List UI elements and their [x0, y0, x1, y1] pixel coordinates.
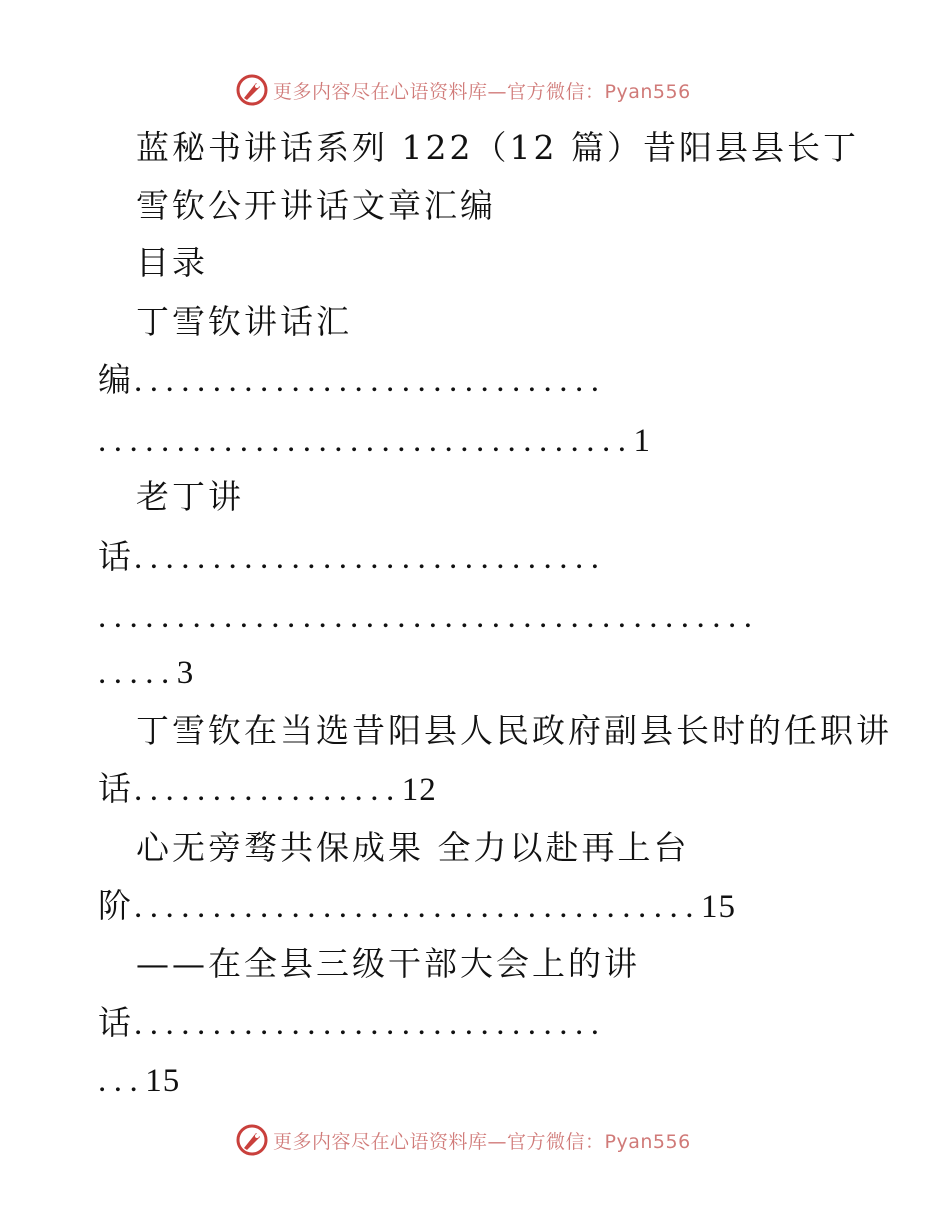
toc-entry-line	[98, 420, 651, 460]
toc-entry-line	[98, 652, 194, 692]
toc-entry-line	[98, 596, 760, 636]
pen-logo-icon	[235, 1123, 269, 1157]
pen-logo-icon	[235, 73, 269, 107]
toc-leader-dots: ..........................................	[98, 599, 760, 635]
toc-leader-dots: .................	[134, 772, 402, 808]
toc-entry-title: 丁雪钦讲话汇	[136, 302, 352, 341]
watermark-footer	[0, 1120, 950, 1160]
toc-heading: 目录	[136, 243, 208, 282]
toc-leader-dots: ....................................	[134, 889, 701, 925]
toc-entry-title: 丁雪钦在当选昔阳县人民政府副县长时的任职讲	[136, 711, 892, 750]
toc-page-number: 15	[701, 889, 736, 925]
document-title-line-1: 蓝秘书讲话系列 122（12 篇）昔阳县县长丁	[136, 128, 859, 167]
toc-entry-line	[98, 360, 607, 400]
document-title-line-2: 雪钦公开讲话文章汇编	[136, 186, 496, 225]
watermark-text: 更多内容尽在心语资料库—官方微信：Pyan556	[273, 80, 691, 103]
toc-entry-title: ——在全县三级干部大会上的讲	[136, 944, 640, 983]
toc-leader-dots: ..............................	[134, 1006, 607, 1042]
watermark-header	[0, 70, 950, 110]
toc-entry-line	[98, 769, 437, 809]
watermark-text: 更多内容尽在心语资料库—官方微信：Pyan556	[273, 1130, 691, 1153]
toc-entry-tail: 阶	[98, 886, 134, 925]
toc-entry-line	[98, 886, 736, 926]
toc-page-number: 3	[176, 655, 195, 691]
toc-leader-dots: .....	[98, 655, 177, 691]
toc-entry-title: 心无旁骛共保成果 全力以赴再上台	[136, 828, 690, 867]
toc-entry-tail: 话	[98, 537, 134, 576]
toc-entry-tail: 编	[98, 360, 134, 399]
toc-entry-line	[98, 1060, 180, 1100]
toc-page-number: 12	[401, 772, 437, 808]
toc-entry-tail: 话	[98, 1003, 134, 1042]
toc-entry-line	[98, 537, 607, 577]
toc-leader-dots: ..................................	[98, 423, 634, 459]
toc-entry-tail: 话	[98, 769, 134, 808]
toc-leader-dots: ..............................	[134, 540, 607, 576]
toc-page-number: 1	[633, 423, 651, 459]
toc-leader-dots: ...	[98, 1063, 146, 1099]
toc-leader-dots: ..............................	[134, 363, 607, 399]
toc-entry-line	[98, 1003, 607, 1043]
toc-entry-title: 老丁讲	[136, 477, 244, 516]
toc-page-number: 15	[145, 1063, 181, 1099]
